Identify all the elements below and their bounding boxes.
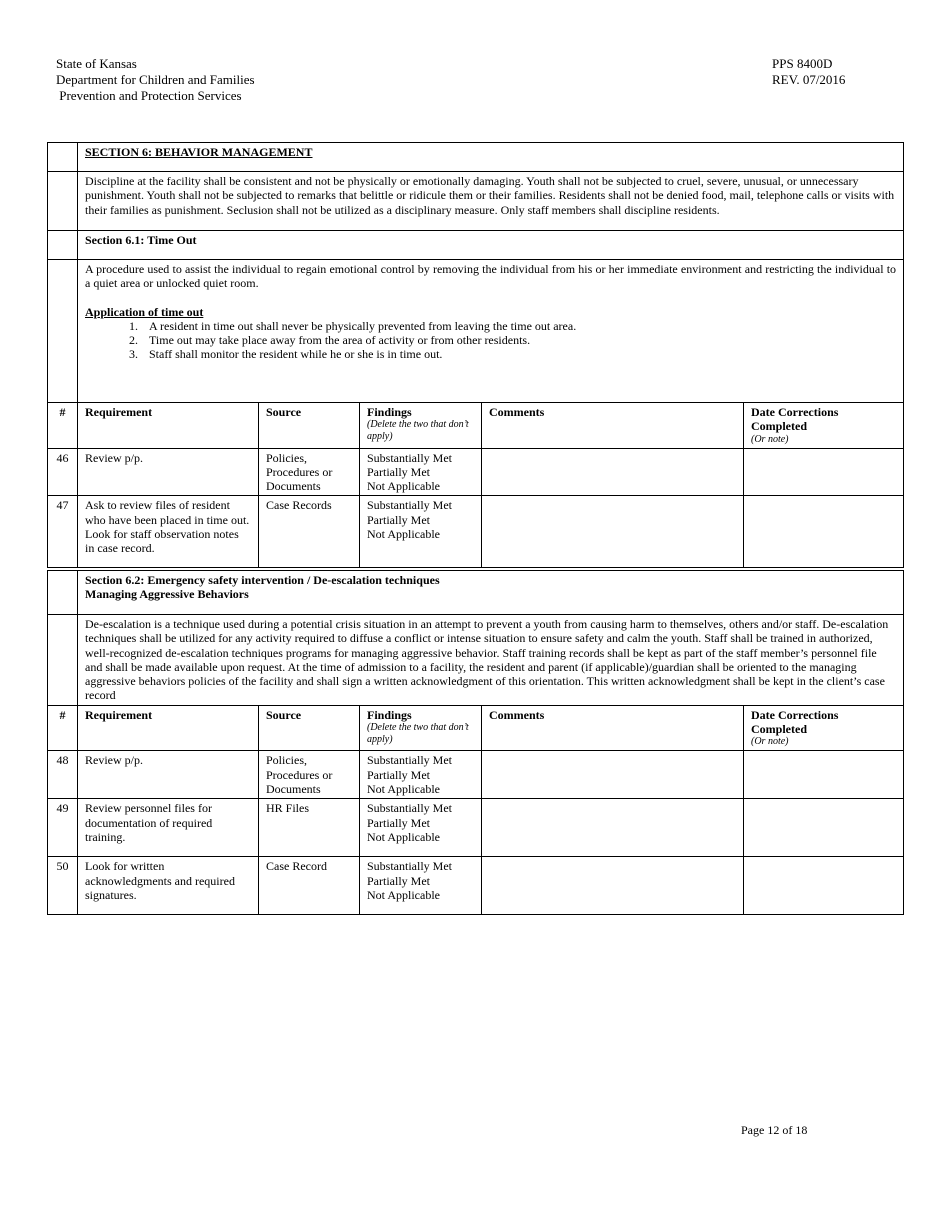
row-source: Case Records	[259, 496, 360, 568]
section-title: Section 6.2: Emergency safety intervention / De-escalation techniques	[85, 573, 440, 587]
column-header-num: #	[48, 705, 78, 751]
section-6-table	[47, 142, 904, 568]
row-date[interactable]	[744, 857, 904, 915]
row-findings[interactable]	[360, 448, 482, 496]
column-header-comments: Comments	[482, 403, 744, 449]
finding-option: Partially Met	[367, 767, 430, 782]
table-row	[48, 799, 904, 857]
row-source: Policies, Procedures or Documents	[259, 751, 360, 799]
section-description: De-escalation is a technique used during a potential crisis situation in an attempt to prevent a youth from causing harm to themselves, others and/or staff. De-escalation techniques shall be utilized for any activity required to diffuse a conflict or intense situation to ensure safety and calm the youth. Staff shall be trained in authorized, well-recognized de-escalation techniques programs for managing aggressive behavior. Staff training records shall be kept as part of the staff member’s personnel file and shall be made available upon request. At the time of admission to a facility, the resident and parent (if applicable)/guardian shall be oriented to the managing aggressive behaviors policies of the facility and shall sign a written acknowledgment of this orientation. This written acknowledgment shall be kept in the client’s case record	[78, 615, 904, 706]
header-form-block	[772, 56, 845, 88]
header-division: Prevention and Protection Services	[56, 88, 242, 103]
row-findings[interactable]	[360, 496, 482, 568]
application-list	[85, 319, 896, 362]
date-note: (Or note)	[751, 433, 789, 445]
table-row	[48, 448, 904, 496]
application-heading: Application of time out	[85, 304, 204, 319]
finding-option: Substantially Met	[367, 753, 452, 768]
table-row	[48, 496, 904, 568]
row-comments[interactable]	[482, 751, 744, 799]
header-revision: REV. 07/2016	[772, 72, 846, 87]
finding-option: Substantially Met	[367, 450, 452, 465]
column-header-date	[744, 705, 904, 751]
row-findings[interactable]	[360, 857, 482, 915]
section-heading	[78, 571, 904, 615]
date-label: Date Corrections Completed	[751, 405, 839, 434]
list-item: 1. A resident in time out shall never be physically prevented from leaving the time out area.	[141, 319, 896, 333]
finding-option: Not Applicable	[367, 781, 440, 796]
finding-option: Not Applicable	[367, 479, 440, 494]
row-requirement: Ask to review files of resident who have been placed in time out. Look for staff observation notes in case record.	[78, 496, 259, 568]
row-number: 48	[48, 751, 78, 799]
findings-note: (Delete the two that don’t apply)	[367, 722, 469, 746]
finding-option: Not Applicable	[367, 887, 440, 902]
list-item: 2. Time out may take place away from the area of activity or from other residents.	[141, 333, 896, 347]
section-title: SECTION 6: BEHAVIOR MANAGEMENT	[78, 143, 904, 172]
date-note: (Or note)	[751, 736, 789, 748]
row-source: HR Files	[259, 799, 360, 857]
column-header-requirement: Requirement	[78, 403, 259, 449]
subsection-description: A procedure used to assist the individual to regain emotional control by removing the individual from his or her immediate environment and restricting the individual to a quiet area or unlocked quiet room.	[85, 262, 897, 291]
date-label: Date Corrections Completed	[751, 707, 839, 737]
row-comments[interactable]	[482, 857, 744, 915]
row-requirement: Review personnel files for documentation of required training.	[78, 799, 259, 857]
finding-option: Substantially Met	[367, 498, 452, 513]
header-state: State of Kansas	[56, 56, 137, 71]
row-requirement: Review p/p.	[78, 448, 259, 496]
row-number: 46	[48, 448, 78, 496]
row-requirement: Review p/p.	[78, 751, 259, 799]
subsection-title: Section 6.1: Time Out	[78, 231, 904, 260]
header-form-number: PPS 8400D	[772, 56, 833, 71]
list-item: 3. Staff shall monitor the resident while he or she is in time out.	[141, 347, 896, 361]
column-header-findings	[360, 403, 482, 449]
header-department: Department for Children and Families	[56, 72, 255, 87]
section-subtitle: Managing Aggressive Behaviors	[85, 587, 249, 602]
finding-option: Substantially Met	[367, 859, 452, 874]
row-date[interactable]	[744, 496, 904, 568]
column-header-requirement: Requirement	[78, 705, 259, 751]
row-comments[interactable]	[482, 496, 744, 568]
row-number: 49	[48, 799, 78, 857]
findings-label: Findings	[367, 405, 412, 419]
column-header-comments: Comments	[482, 705, 744, 751]
subsection-body	[78, 260, 904, 403]
section-description: Discipline at the facility shall be consistent and not be physically or emotionally damaging. Youth shall not be subjected to cruel, severe, unusual, or unnecessary punishment. Youth shall not be subjected to remarks that belittle or ridicule them or their families. Residents shall not be denied food, mail, telephone calls or visits with their families as punishment. Seclusion shall not be utilized as a disciplinary measure. Only staff members shall discipline residents.	[78, 172, 904, 231]
row-date[interactable]	[744, 448, 904, 496]
row-number: 50	[48, 857, 78, 915]
row-date[interactable]	[744, 751, 904, 799]
column-header-source: Source	[259, 403, 360, 449]
column-header-findings	[360, 705, 482, 751]
row-number: 47	[48, 496, 78, 568]
column-header-date	[744, 403, 904, 449]
row-comments[interactable]	[482, 448, 744, 496]
row-source: Case Record	[259, 857, 360, 915]
column-header-num: #	[48, 403, 78, 449]
row-source: Policies, Procedures or Documents	[259, 448, 360, 496]
row-findings[interactable]	[360, 751, 482, 799]
finding-option: Not Applicable	[367, 829, 440, 844]
column-header-row	[48, 403, 904, 449]
row-date[interactable]	[744, 799, 904, 857]
column-header-row	[48, 705, 904, 751]
row-requirement: Look for written acknowledgments and required signatures.	[78, 857, 259, 915]
section-6-2-table	[47, 570, 904, 915]
table-row	[48, 751, 904, 799]
row-comments[interactable]	[482, 799, 744, 857]
header-agency-block	[56, 56, 255, 104]
column-header-source: Source	[259, 705, 360, 751]
finding-option: Not Applicable	[367, 527, 440, 542]
table-row	[48, 857, 904, 915]
findings-note: (Delete the two that don’t apply)	[367, 419, 469, 443]
finding-option: Partially Met	[367, 815, 430, 830]
finding-option: Partially Met	[367, 464, 430, 479]
finding-option: Partially Met	[367, 873, 430, 888]
row-findings[interactable]	[360, 799, 482, 857]
finding-option: Substantially Met	[367, 801, 452, 816]
finding-option: Partially Met	[367, 512, 430, 527]
page-number: Page 12 of 18	[741, 1123, 808, 1137]
findings-label: Findings	[367, 707, 412, 722]
